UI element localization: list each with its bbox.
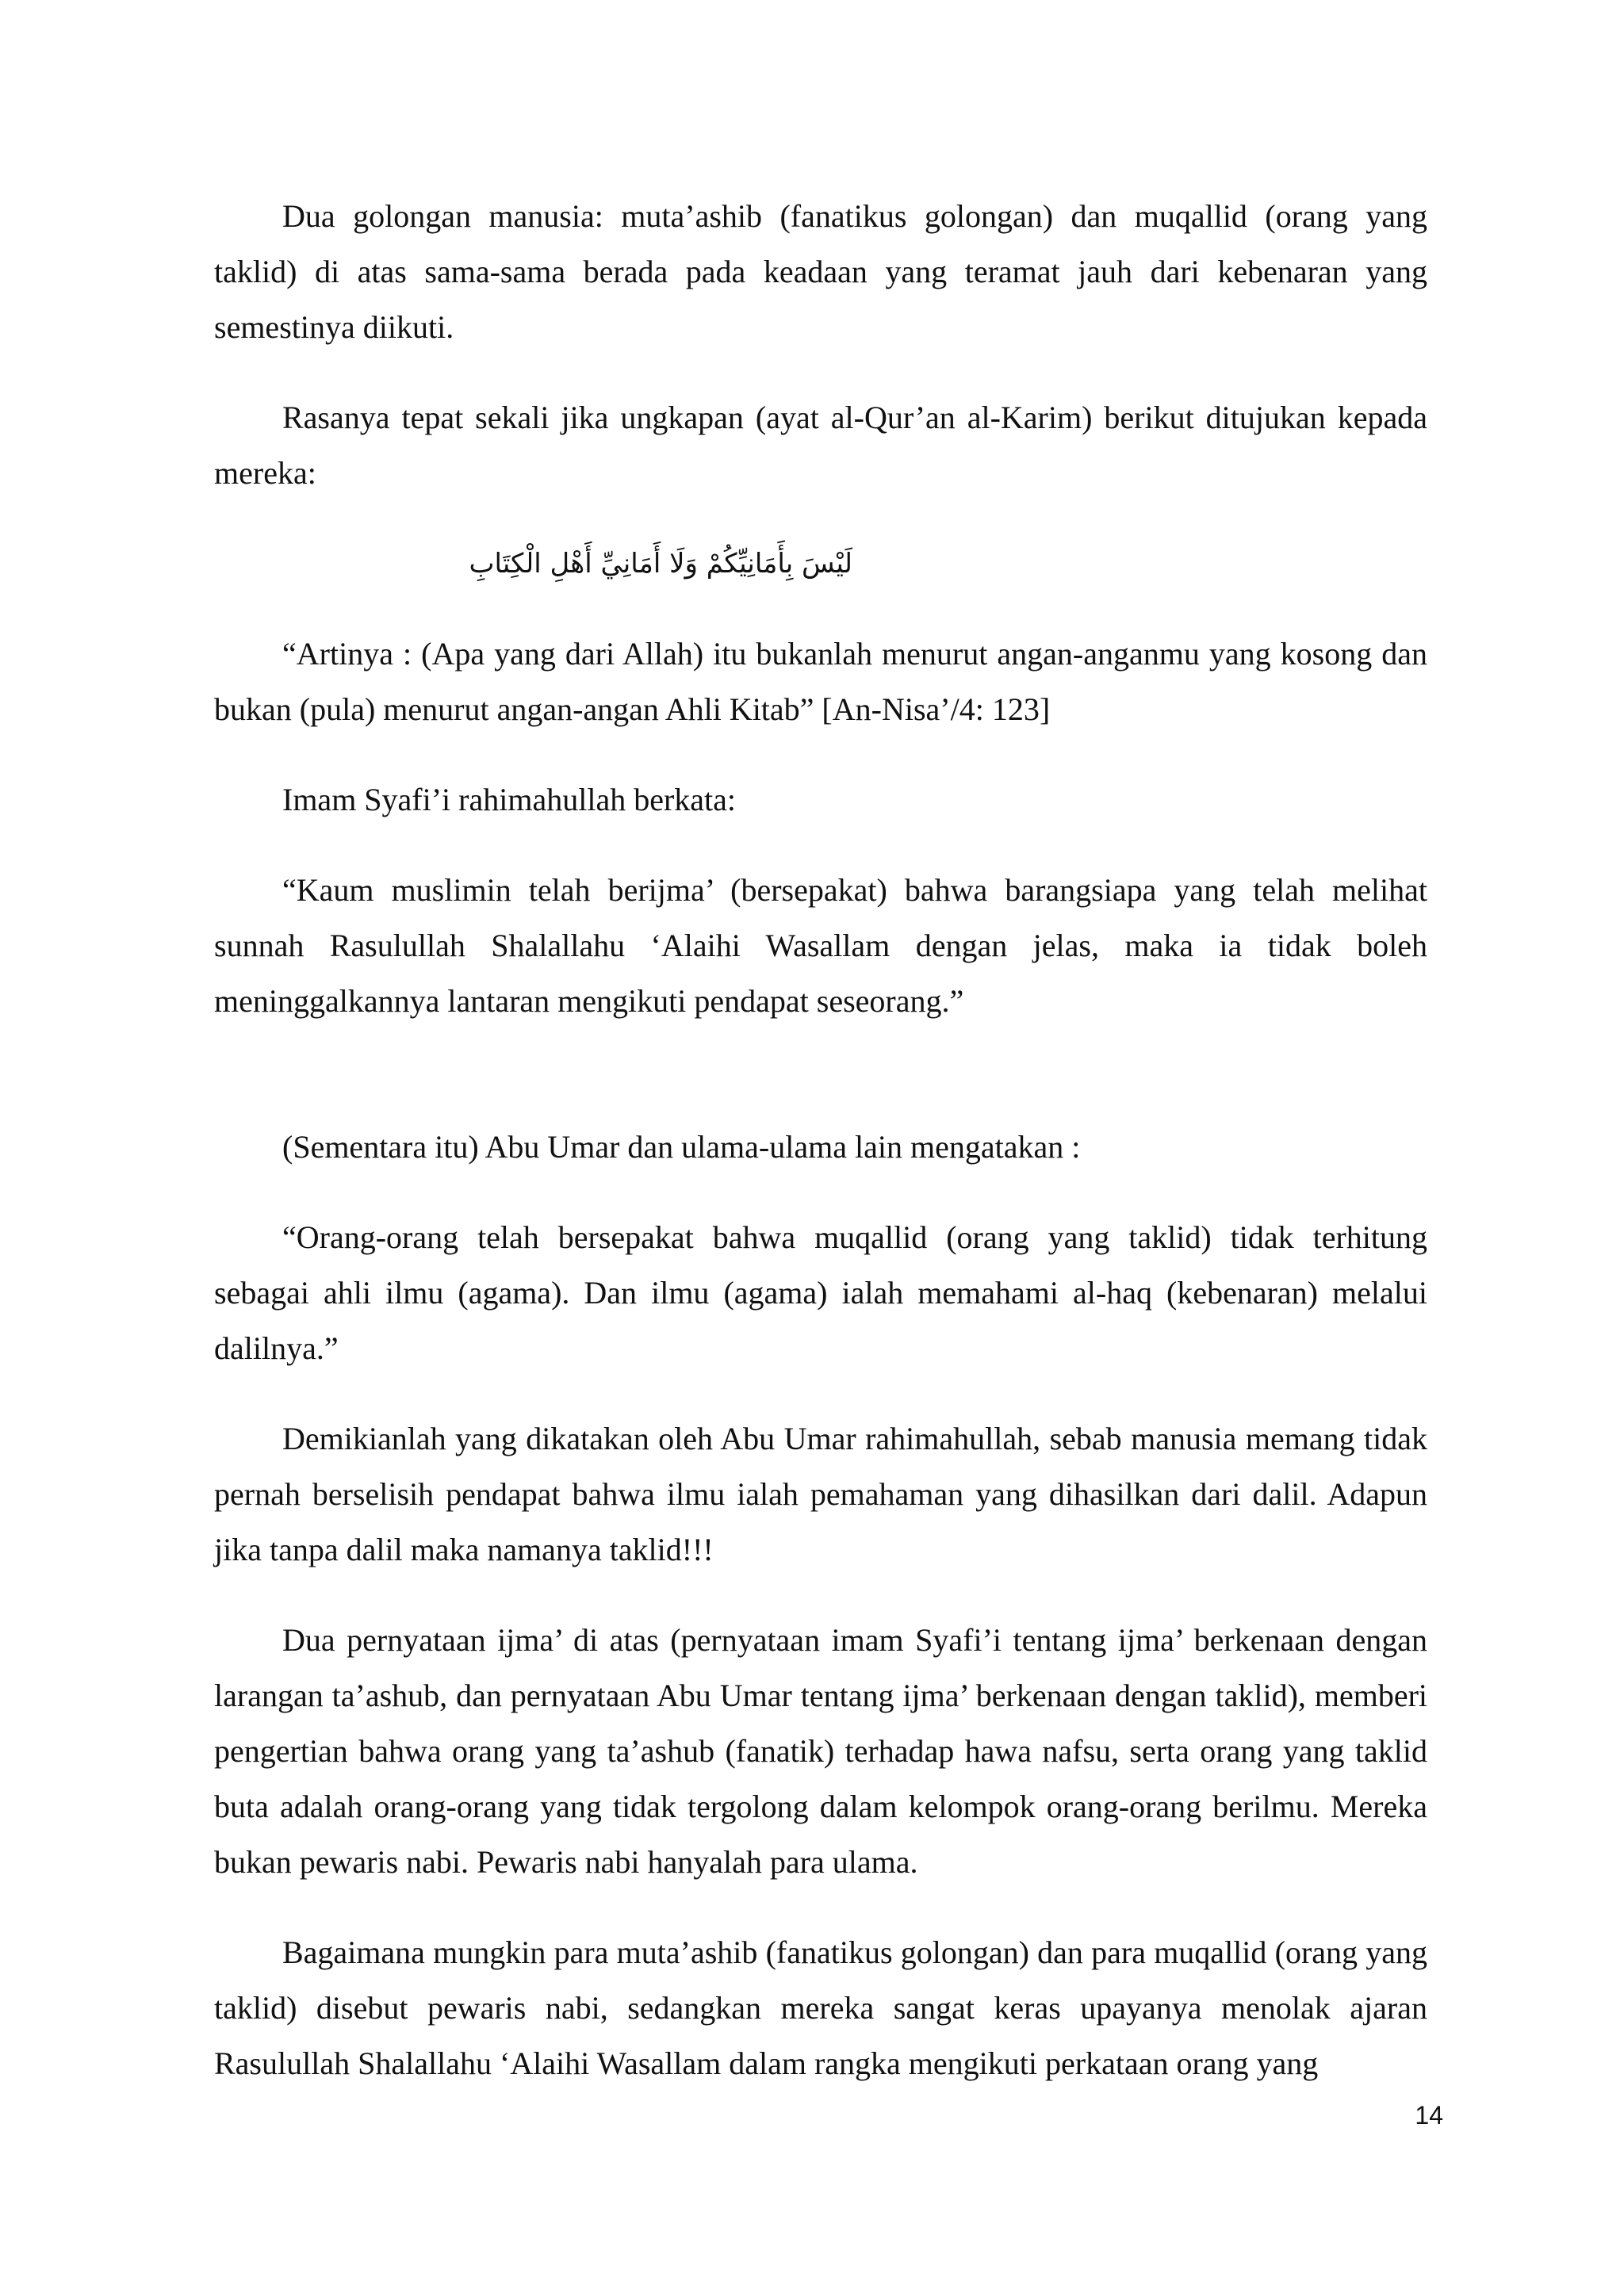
paragraph-verse-translation: “Artinya : (Apa yang dari Allah) itu bukanlah menurut angan-anganmu yang kosong dan bukan (pula) menurut angan-angan Ahli Kitab” [An-Nisa’/4: 123] — [214, 636, 1427, 727]
paragraph-abu-umar-intro: (Sementara itu) Abu Umar dan ulama-ulama lain mengatakan : — [282, 1129, 1081, 1165]
paragraph-bagaimana: Bagaimana mungkin para muta’ashib (fanatikus golongan) dan para muqallid (orang yang taklid) disebut pewaris nabi, sedangkan mereka sangat keras upayanya menolak ajaran Rasulullah Shalallahu ‘Alaihi Wasallam dalam rangka mengikuti perkataan orang yang — [214, 1934, 1427, 2081]
paragraph-intro: Dua golongan manusia: muta’ashib (fanatikus golongan) dan muqallid (orang yang taklid) di atas sama-sama berada pada keadaan yang teramat jauh dari kebenaran yang semestinya diikuti. — [214, 198, 1427, 345]
paragraph-dua-pernyataan: Dua pernyataan ijma’ di atas (pernyataan imam Syafi’i tentang ijma’ berkenaan dengan larangan ta’ashub, dan pernyataan Abu Umar tentang ijma’ berkenaan dengan taklid), memberi pengertian bahwa orang yang ta’ashub (fanatik) terhadap hawa nafsu, serta orang yang taklid buta adalah orang-orang yang tidak tergolong dalam kelompok orang-orang berilmu. Mereka bukan pewaris nabi. Pewaris nabi hanyalah para ulama. — [214, 1622, 1427, 1880]
paragraph-quran-intro: Rasanya tepat sekali jika ungkapan (ayat al-Qur’an al-Karim) berikut ditujukan kepada mereka: — [214, 400, 1427, 491]
page-body — [214, 189, 1427, 2126]
paragraph-abu-umar-quote: “Orang-orang telah bersepakat bahwa muqallid (orang yang taklid) tidak terhitung sebagai ahli ilmu (agama). Dan ilmu (agama) ialah memahami al-haq (kebenaran) melalui dalilnya.” — [214, 1219, 1427, 1366]
paragraph-demikianlah: Demikianlah yang dikatakan oleh Abu Umar rahimahullah, sebab manusia memang tidak pernah berselisih pendapat bahwa ilmu ialah pemahaman yang dihasilkan dari dalil. Adapun jika tanpa dalil maka namanya taklid!!! — [214, 1421, 1427, 1567]
paragraph-imam-syafii-quote: “Kaum muslimin telah berijma’ (bersepakat) bahwa barangsiapa yang telah melihat sunnah Rasulullah Shalallahu ‘Alaihi Wasallam dengan jelas, maka ia tidak boleh meninggalkannya lantaran mengikuti pendapat seseorang.” — [214, 872, 1427, 1019]
arabic-verse: لَيْسَ بِأَمَانِيِّكُمْ وَلَا أَمَانِيِّ أَهْلِ الْكِتَابِ — [469, 548, 852, 580]
page-number: 14 — [1415, 2101, 1443, 2130]
paragraph-imam-syafii-intro: Imam Syafi’i rahimahullah berkata: — [282, 782, 737, 817]
